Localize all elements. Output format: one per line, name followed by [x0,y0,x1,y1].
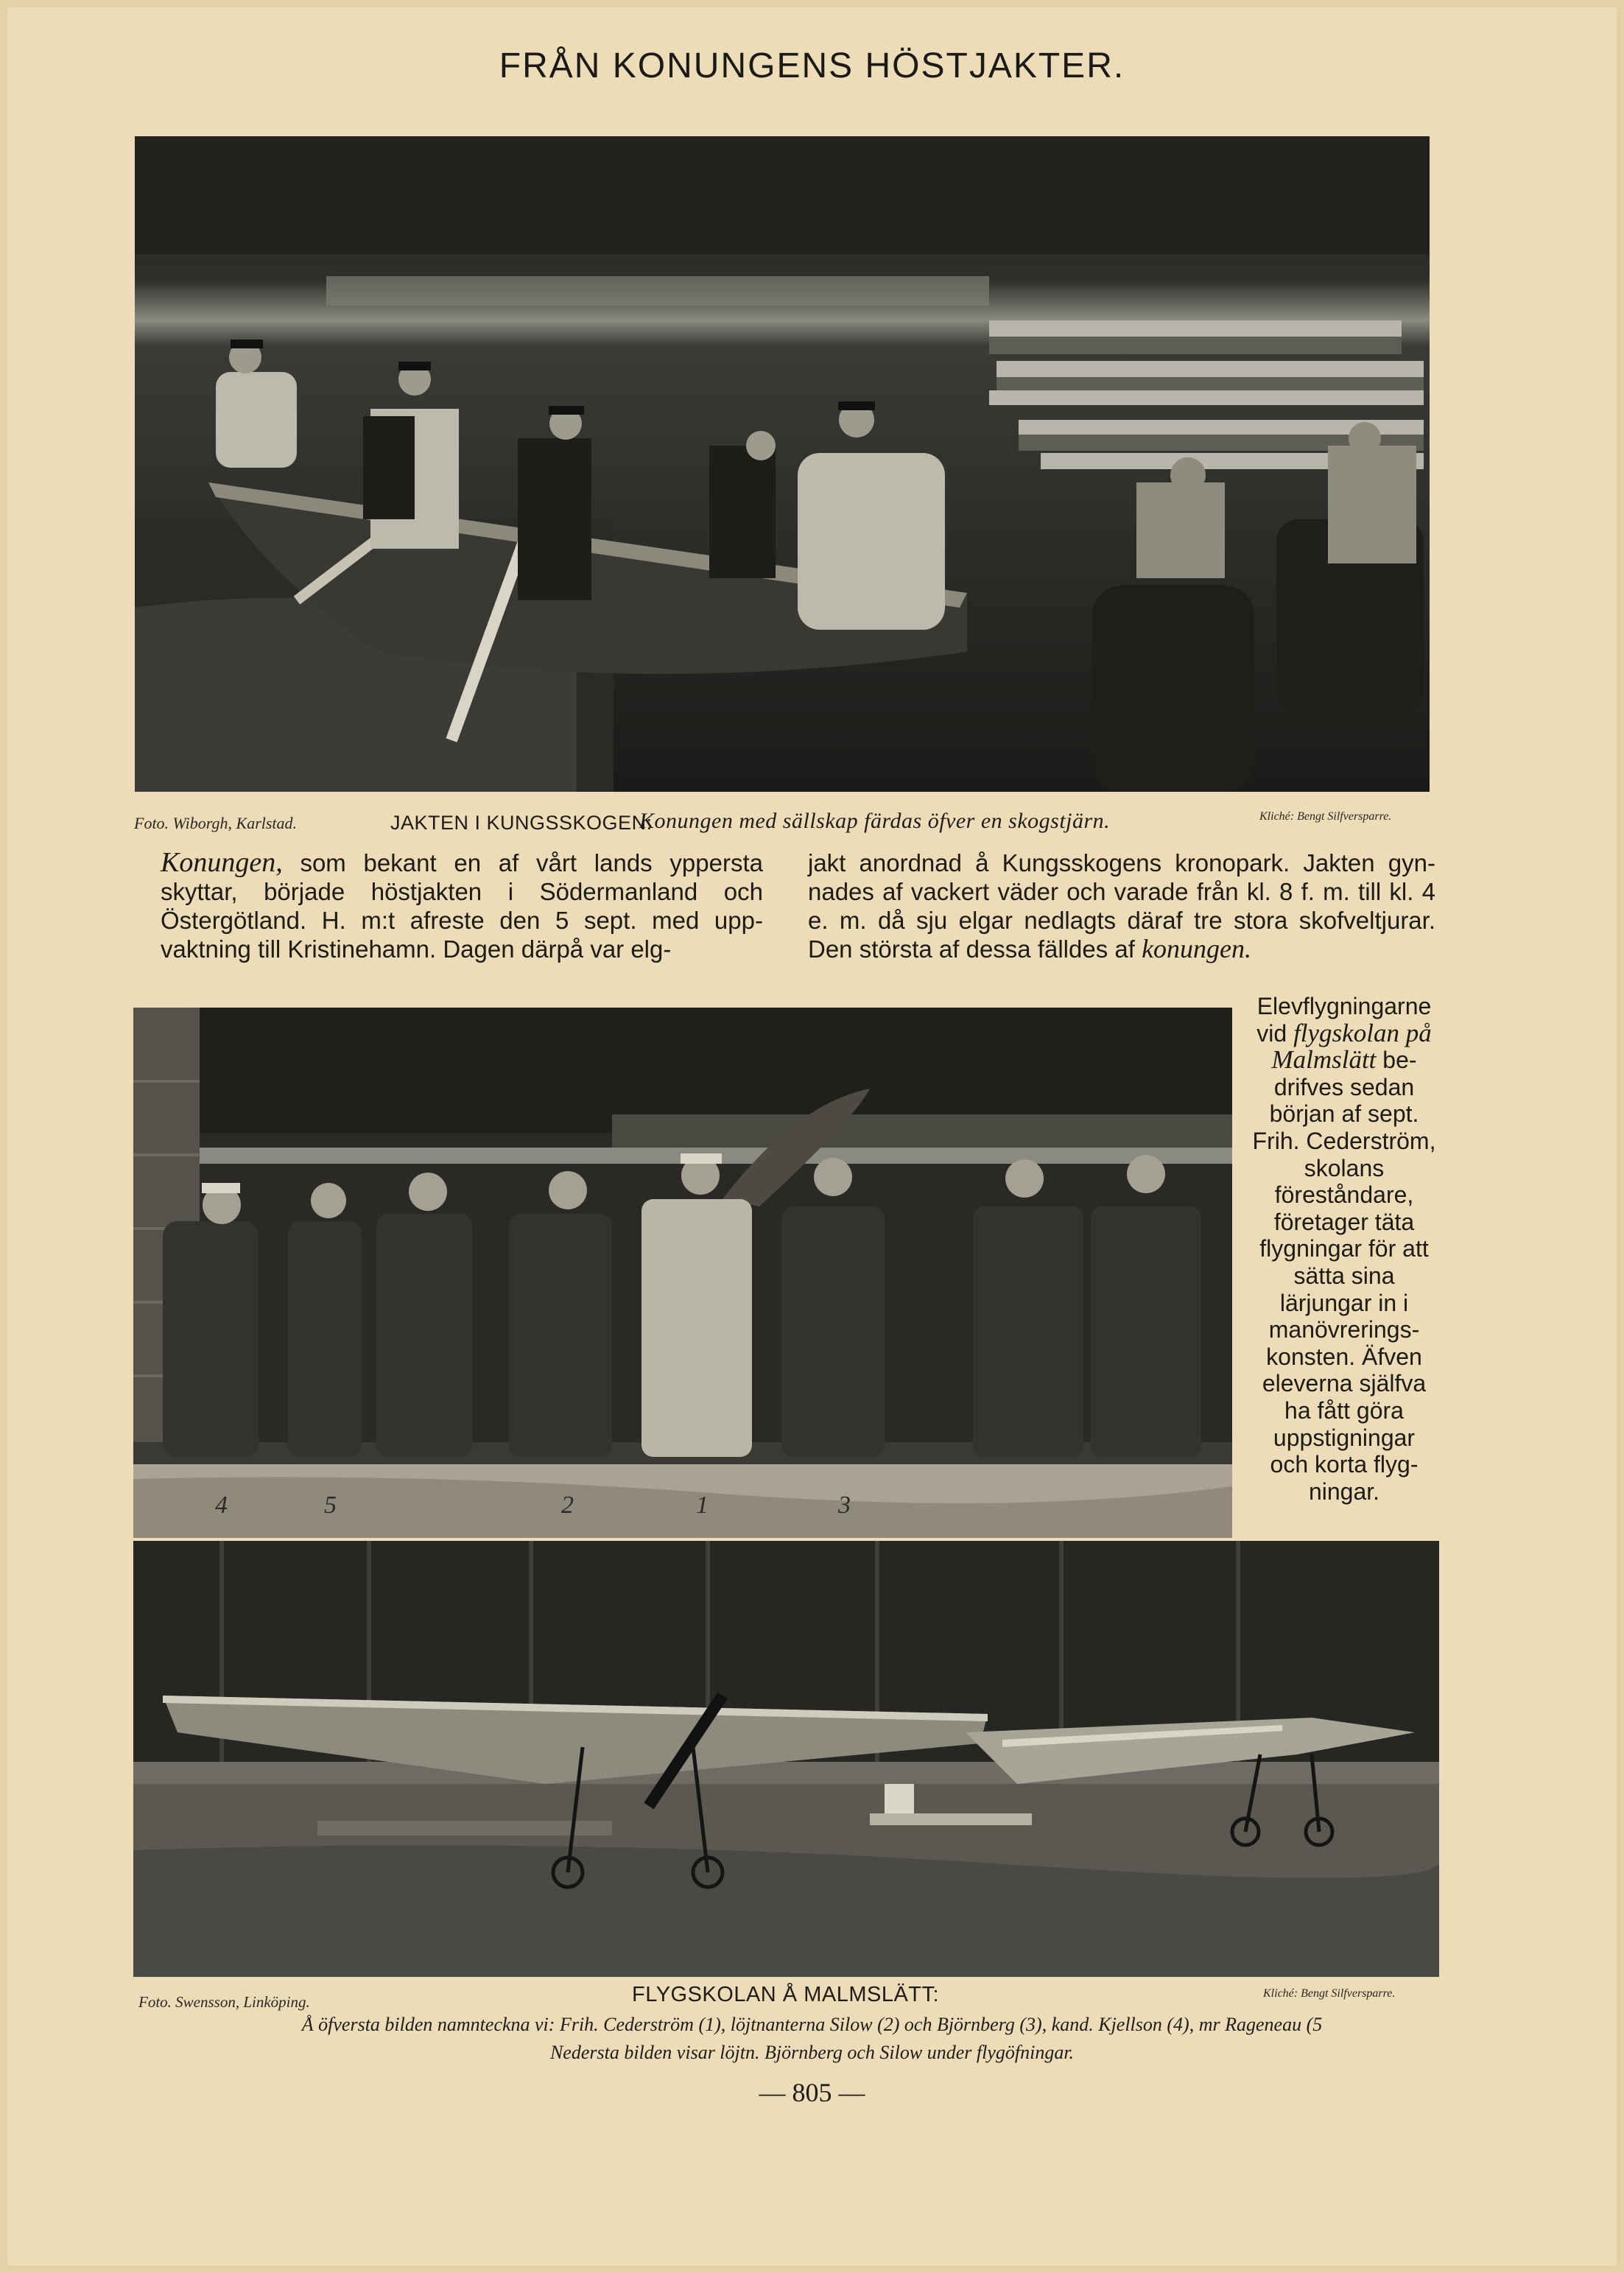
photo2-number-5: 5 [324,1492,337,1519]
article-col2-text: jakt anordnad å Kungsskogens kronopark. Jakten gynnades af vackert väder och varade från kl. 8 f. m. till kl. 4 e. m. då sju elgar nedlagts däraf tre stora skofveltjurar. Den största af dessa fälldes af [808,849,1435,963]
article-lead-word: Konungen, [161,847,283,878]
sidebar-part2: bedrifves sedan början af sept. Frih. Cederström, skolans föreståndare, företager täta flygningar för att sätta sina lärjungar in i manövreringskonsten. Äfven eleverna själfva ha fått göra uppstigningar och korta flygningar. [1252,1047,1436,1505]
photo2-number-3: 3 [838,1492,851,1519]
photo3-caption-line2: Nedersta bilden visar löjtn. Björnberg och Silow under flygöfningar. [549,2042,1075,2063]
photo1-caption-text: Konungen med sällskap färdas öfver en skogstjärn. [639,809,1111,833]
photo1-caption-prefix: JAKTEN I KUNGSSKOGEN: [390,812,653,834]
article-column-2 [808,849,1435,963]
flight-school-group-photo [133,1008,1232,1538]
photo3-photographer: Foto. Swensson, Linköping. [138,1993,310,2011]
page-title: FRÅN KONUNGENS HÖSTJAKTER. [499,46,1125,85]
photo3-credit: Kliché: Bengt Silfversparre. [1263,1987,1396,2000]
page-number: — 805 — [759,2078,865,2107]
photo2-number-4: 4 [215,1492,228,1519]
article-col1-text: som bekant en af vårt lands yppersta skyttar, började höstjakten i Södermanland och Östergötland. H. m:t afreste den 5 sept. med uppvaktning till Kristinehamn. Dagen därpå var elg- [161,849,763,963]
photo1-credit: Kliché: Bengt Silfversparre. [1259,810,1392,823]
photo3-caption-title: FLYGSKOLAN Å MALMSLÄTT: [632,1983,940,2006]
sidebar-text [1252,993,1436,1505]
photo3-caption-line1: Å öfversta bilden namnteckna vi: Frih. Cederström (1), löjtnanterna Silow (2) och Björnberg (3), kand. Kjellson (4), mr Rageneau (5 [301,2014,1323,2035]
photo2-number-1: 1 [696,1492,709,1519]
photo1-photographer: Foto. Wiborgh, Karlstad. [134,814,298,832]
article-column-1 [161,849,763,963]
sidebar-em: flygskolan på Malmslätt [1271,1018,1432,1075]
aeroplanes-field-photo [133,1541,1439,1977]
article-col2-em: konungen. [1142,934,1252,963]
photo2-number-2: 2 [561,1492,574,1519]
sidebar-part1: Elevflygningarne vid [1256,993,1432,1047]
hunting-boats-photo [135,136,1430,792]
